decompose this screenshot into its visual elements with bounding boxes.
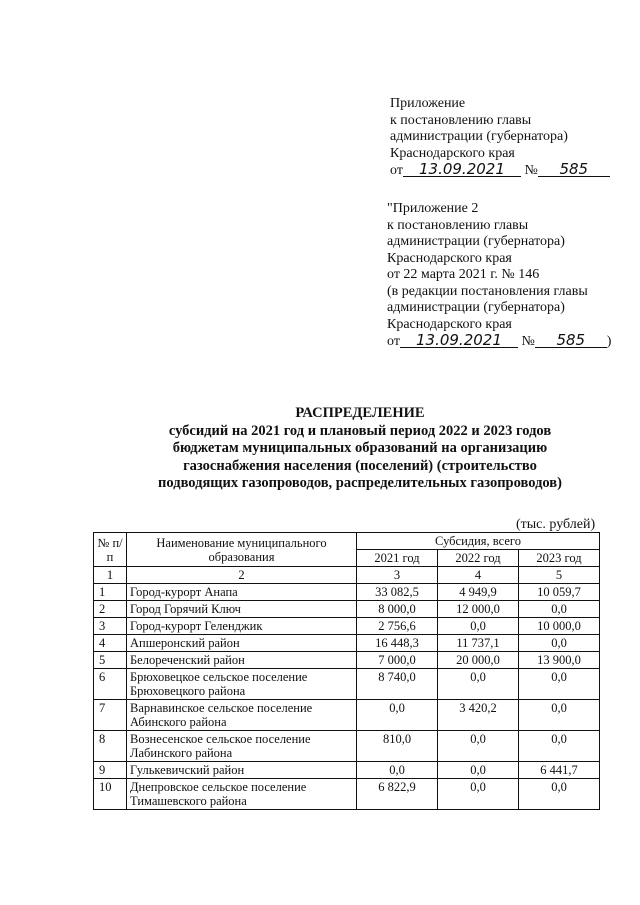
table-row xyxy=(94,762,600,779)
row-name: Гулькевичский район xyxy=(127,762,357,779)
header-subsidy: Субсидия, всего xyxy=(357,533,600,550)
row-value-2021: 7 000,0 xyxy=(357,652,438,669)
row-value-2022: 0,0 xyxy=(438,731,519,762)
row-value-2022: 0,0 xyxy=(438,669,519,700)
row-number: 1 xyxy=(94,584,127,601)
header-year-2023: 2023 год xyxy=(519,550,600,567)
row-name: Белореченский район xyxy=(127,652,357,669)
title-line: подводящих газопроводов, распределительных газопроводов) xyxy=(158,475,562,491)
row-value-2023: 0,0 xyxy=(519,669,600,700)
handwritten-date: 13.09.2021 xyxy=(400,333,518,348)
date-prefix: от xyxy=(390,163,403,178)
annex-line: Краснодарского края xyxy=(387,250,512,266)
title-line: субсидий на 2021 год и плановый период 2022 и 2023 годов xyxy=(168,422,552,439)
annex-line: к постановлению главы xyxy=(390,112,532,128)
table-row xyxy=(94,584,600,601)
row-value-2021: 2 756,6 xyxy=(357,618,438,635)
table-row xyxy=(94,618,600,635)
annex-line: "Приложение 2 xyxy=(387,201,479,216)
row-value-2023: 0,0 xyxy=(519,635,600,652)
column-index: 1 xyxy=(94,567,127,584)
handwritten-number: 585 xyxy=(535,333,607,348)
annex-line: (в редакции постановления главы xyxy=(387,283,588,299)
column-index-row xyxy=(94,567,600,584)
row-value-2021: 0,0 xyxy=(357,700,438,731)
row-value-2021: 16 448,3 xyxy=(357,635,438,652)
table-row xyxy=(94,731,600,762)
table-row xyxy=(94,635,600,652)
header-number: № п/п xyxy=(94,533,127,567)
row-name: Варнавинское сельское поселение Абинского района xyxy=(127,700,357,731)
row-value-2023: 10 000,0 xyxy=(519,618,600,635)
row-value-2023: 13 900,0 xyxy=(519,652,600,669)
row-value-2021: 6 822,9 xyxy=(357,779,438,810)
header-year-2022: 2022 год xyxy=(438,550,519,567)
row-value-2022: 20 000,0 xyxy=(438,652,519,669)
header-year-2021: 2021 год xyxy=(357,550,438,567)
row-name: Город Горячий Ключ xyxy=(127,601,357,618)
row-number: 6 xyxy=(94,669,127,700)
row-value-2021: 0,0 xyxy=(357,762,438,779)
handwritten-number: 585 xyxy=(538,162,610,177)
column-index: 4 xyxy=(438,567,519,584)
document-title xyxy=(120,405,600,493)
annex-line: Краснодарского края xyxy=(390,145,515,161)
closing-paren: ) xyxy=(606,334,612,349)
handwritten-date: 13.09.2021 xyxy=(403,162,521,177)
row-number: 7 xyxy=(94,700,127,731)
row-value-2023: 6 441,7 xyxy=(519,762,600,779)
row-name: Днепровское сельское поселение Тимашевского района xyxy=(127,779,357,810)
row-name: Брюховецкое сельское поселение Брюховецкого района xyxy=(127,669,357,700)
column-index: 2 xyxy=(127,567,357,584)
row-value-2021: 33 082,5 xyxy=(357,584,438,601)
annex-line: администрации (губернатора) xyxy=(390,129,568,144)
row-value-2021: 810,0 xyxy=(357,731,438,762)
subsidy-table xyxy=(93,532,600,810)
title-heading: РАСПРЕДЕЛЕНИЕ xyxy=(295,405,425,421)
table-row xyxy=(94,669,600,700)
table-row xyxy=(94,601,600,618)
number-prefix: № xyxy=(524,163,538,178)
row-value-2023: 0,0 xyxy=(519,731,600,762)
row-value-2022: 4 949,9 xyxy=(438,584,519,601)
table-row xyxy=(94,700,600,731)
row-value-2023: 0,0 xyxy=(519,601,600,618)
annex-line: Приложение xyxy=(390,96,466,111)
annex-line: администрации (губернатора) xyxy=(387,234,565,249)
annex-date-line xyxy=(387,333,611,351)
title-line: газоснабжения населения (поселений) (строительство xyxy=(183,457,537,474)
row-value-2022: 3 420,2 xyxy=(438,700,519,731)
row-value-2022: 0,0 xyxy=(438,762,519,779)
header-name: Наименование муниципального образования xyxy=(127,533,357,567)
annex-block-1 xyxy=(390,96,610,180)
annex-line: к постановлению главы xyxy=(387,217,529,233)
row-value-2021: 8 740,0 xyxy=(357,669,438,700)
row-value-2022: 11 737,1 xyxy=(438,635,519,652)
row-name: Город-курорт Геленджик xyxy=(127,618,357,635)
column-index: 5 xyxy=(519,567,600,584)
row-value-2023: 0,0 xyxy=(519,779,600,810)
row-number: 5 xyxy=(94,652,127,669)
annex-block-2 xyxy=(387,201,611,351)
date-prefix: от xyxy=(387,334,400,349)
row-value-2021: 8 000,0 xyxy=(357,601,438,618)
row-name: Вознесенское сельское поселение Лабинского района xyxy=(127,731,357,762)
row-value-2023: 0,0 xyxy=(519,700,600,731)
row-number: 8 xyxy=(94,731,127,762)
row-number: 9 xyxy=(94,762,127,779)
row-name: Апшеронский район xyxy=(127,635,357,652)
annex-line: Краснодарского края xyxy=(387,316,512,332)
table-row xyxy=(94,779,600,810)
column-index: 3 xyxy=(357,567,438,584)
units-label: (тыс. рублей) xyxy=(516,517,596,532)
row-value-2022: 12 000,0 xyxy=(438,601,519,618)
title-line: бюджетам муниципальных образований на организацию xyxy=(172,440,548,456)
row-value-2022: 0,0 xyxy=(438,618,519,635)
row-name: Город-курорт Анапа xyxy=(127,584,357,601)
row-number: 2 xyxy=(94,601,127,618)
row-value-2023: 10 059,7 xyxy=(519,584,600,601)
row-value-2022: 0,0 xyxy=(438,779,519,810)
annex-date-line xyxy=(390,162,610,180)
table-row xyxy=(94,652,600,669)
annex-line: от 22 марта 2021 г. № 146 xyxy=(387,267,540,282)
number-prefix: № xyxy=(521,334,535,349)
row-number: 3 xyxy=(94,618,127,635)
row-number: 10 xyxy=(94,779,127,810)
row-number: 4 xyxy=(94,635,127,652)
annex-line: администрации (губернатора) xyxy=(387,300,565,315)
